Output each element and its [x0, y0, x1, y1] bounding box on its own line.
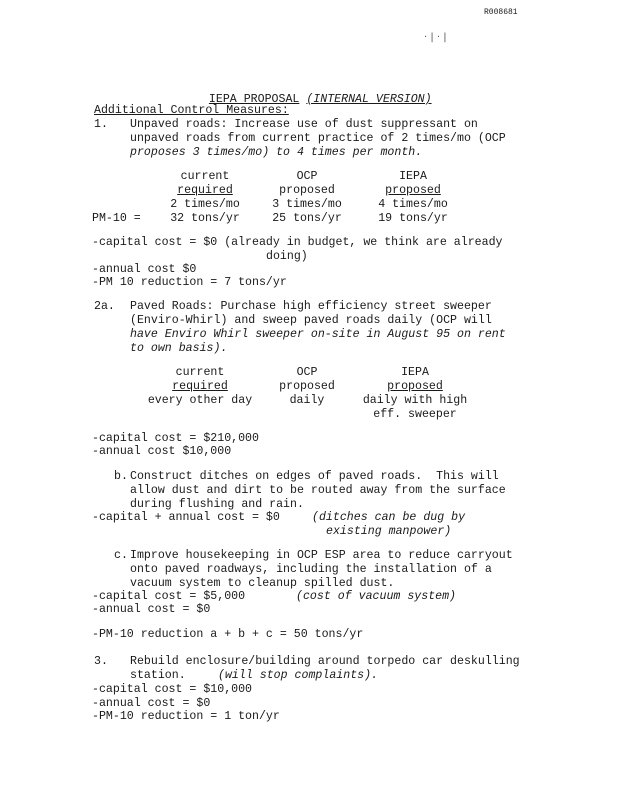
item2a-col3-v: daily with high: [362, 394, 468, 407]
item-c-number: c.: [114, 549, 128, 562]
corner-id: R008681: [484, 8, 518, 17]
pm-total-reduction: -PM-10 reduction a + b + c = 50 tons/yr: [92, 628, 364, 641]
item1-annual: -annual cost $0: [92, 263, 197, 276]
item2a-col1-h1: current: [175, 366, 225, 379]
item3-number: 3.: [94, 655, 108, 668]
item-c-annual: -annual cost = $0: [92, 603, 211, 616]
item1-col3-v: 4 times/mo: [378, 198, 448, 211]
item1-col1-h1: current: [180, 170, 230, 183]
item1-col3-pm: 19 tons/yr: [378, 212, 448, 225]
item1-line3: proposes 3 times/mo) to 4 times per month.: [130, 146, 423, 159]
item2a-number: 2a.: [94, 300, 115, 313]
item1-col2-v: 3 times/mo: [272, 198, 342, 211]
item2a-line4: to own basis).: [130, 342, 228, 355]
item1-col1-h2: required: [177, 184, 233, 197]
item1-reduction: -PM 10 reduction = 7 tons/yr: [92, 276, 287, 289]
item1-col3-h1: IEPA: [399, 170, 427, 183]
item1-col2-h1: OCP: [296, 170, 318, 183]
item3-line1: Rebuild enclosure/building around torpedo car deskulling: [130, 655, 520, 668]
item1-pm-label: PM-10 =: [92, 212, 141, 225]
item-c-line1: Improve housekeeping in OCP ESP area to reduce carryout: [130, 549, 513, 562]
item-b-line1: Construct ditches on edges of paved roads. This will: [130, 470, 499, 483]
item2a-col2-v: daily: [289, 394, 325, 407]
section-heading: Additional Control Measures:: [94, 104, 289, 117]
item-b-cost: -capital + annual cost = $0: [92, 511, 280, 524]
page-title: [195, 80, 432, 106]
item1-line1: Unpaved roads: Increase use of dust suppressant on: [130, 118, 478, 131]
item-b-note1: (ditches can be dug by: [312, 511, 466, 524]
item-b-line3: during flushing and rain.: [130, 498, 304, 511]
item3-capital: -capital cost = $10,000: [92, 683, 253, 696]
item3-line2: station.: [130, 669, 186, 682]
item1-col2-pm: 25 tons/yr: [272, 212, 342, 225]
item2a-col3-v2: eff. sweeper: [373, 408, 457, 421]
item2a-col3-h2: proposed: [387, 380, 443, 393]
item2a-col3-h1: IEPA: [401, 366, 429, 379]
item1-capital-line1: -capital cost = $0 (already in budget, we think are already: [92, 236, 503, 249]
item-c-line2: onto paved roadways, including the installation of a: [130, 563, 492, 576]
item2a-line2: (Enviro-Whirl) and sweep paved roads daily (OCP will: [130, 314, 492, 327]
item1-col3-h2: proposed: [385, 184, 441, 197]
item-c-capital-note: (cost of vacuum system): [296, 590, 457, 603]
item-b-line2: allow dust and dirt to be routed away from the surface: [130, 484, 506, 497]
item2a-capital: -capital cost = $210,000: [92, 432, 259, 445]
item2a-col2-h1: OCP: [296, 366, 318, 379]
item2a-line3: have Enviro Whirl sweeper on-site in August 95 on rent: [130, 328, 506, 341]
item1-col2-h2: proposed: [279, 184, 335, 197]
item2a-col1-h2: required: [172, 380, 228, 393]
item1-number: 1.: [94, 118, 108, 131]
item-b-number: b.: [114, 470, 128, 483]
item1-capital-line2: doing): [266, 250, 308, 263]
item2a-line1: Paved Roads: Purchase high efficiency street sweeper: [130, 300, 492, 313]
item-c-line3: vacuum system to cleanup spilled dust.: [130, 577, 395, 590]
item3-line2-note: (will stop complaints).: [218, 669, 379, 682]
title-main: IEPA PROPOSAL: [208, 93, 300, 106]
item2a-col1-v: every other day: [147, 394, 253, 407]
item3-annual: -annual cost = $0: [92, 697, 211, 710]
item1-col1-v: 2 times/mo: [170, 198, 240, 211]
item2a-col2-h2: proposed: [279, 380, 335, 393]
title-paren: (INTERNAL VERSION): [306, 93, 432, 106]
item2a-annual: -annual cost $10,000: [92, 445, 232, 458]
item1-col1-pm: 32 tons/yr: [170, 212, 240, 225]
item1-line2: unpaved roads from current practice of 2 times/mo (OCP: [130, 132, 506, 145]
item-c-capital: -capital cost = $5,000: [92, 590, 246, 603]
item-b-note2: existing manpower): [326, 525, 452, 538]
item3-reduction: -PM-10 reduction = 1 ton/yr: [92, 710, 280, 723]
handwritten-mark: · | · |: [424, 32, 447, 43]
